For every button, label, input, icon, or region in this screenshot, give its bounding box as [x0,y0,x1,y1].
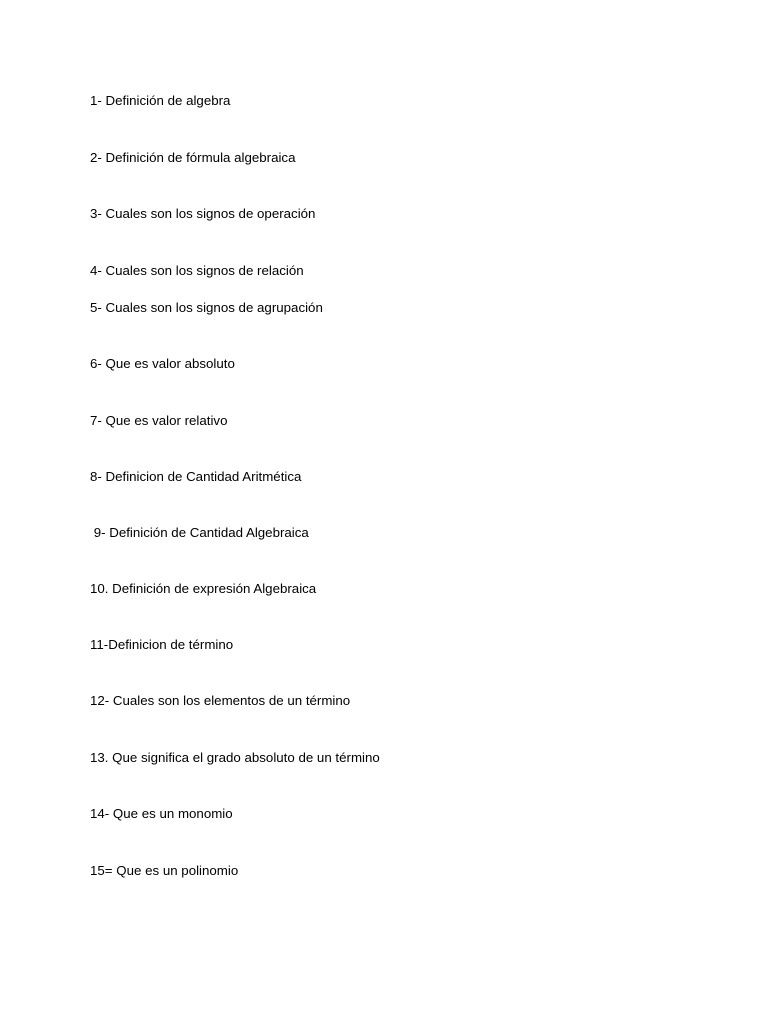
question-12: 12- Cuales son los elementos de un término [90,693,351,708]
question-10: 10. Definición de expresión Algebraica [90,581,317,596]
question-1: 1- Definición de algebra [90,93,231,108]
question-4: 4- Cuales son los signos de relación [90,263,304,278]
question-13: 13. Que significa el grado absoluto de un término [90,750,380,765]
question-3: 3- Cuales son los signos de operación [90,206,316,221]
question-15: 15= Que es un polinomio [90,863,239,878]
question-6: 6- Que es valor absoluto [90,356,235,371]
question-7: 7- Que es valor relativo [90,413,228,428]
question-2: 2- Definición de fórmula algebraica [90,150,296,165]
question-5: 5- Cuales son los signos de agrupación [90,300,323,315]
question-9: 9- Definición de Cantidad Algebraica [90,525,309,540]
question-8: 8- Definicion de Cantidad Aritmética [90,469,302,484]
question-11: 11-Definicion de término [90,637,234,652]
question-14: 14- Que es un monomio [90,806,233,821]
